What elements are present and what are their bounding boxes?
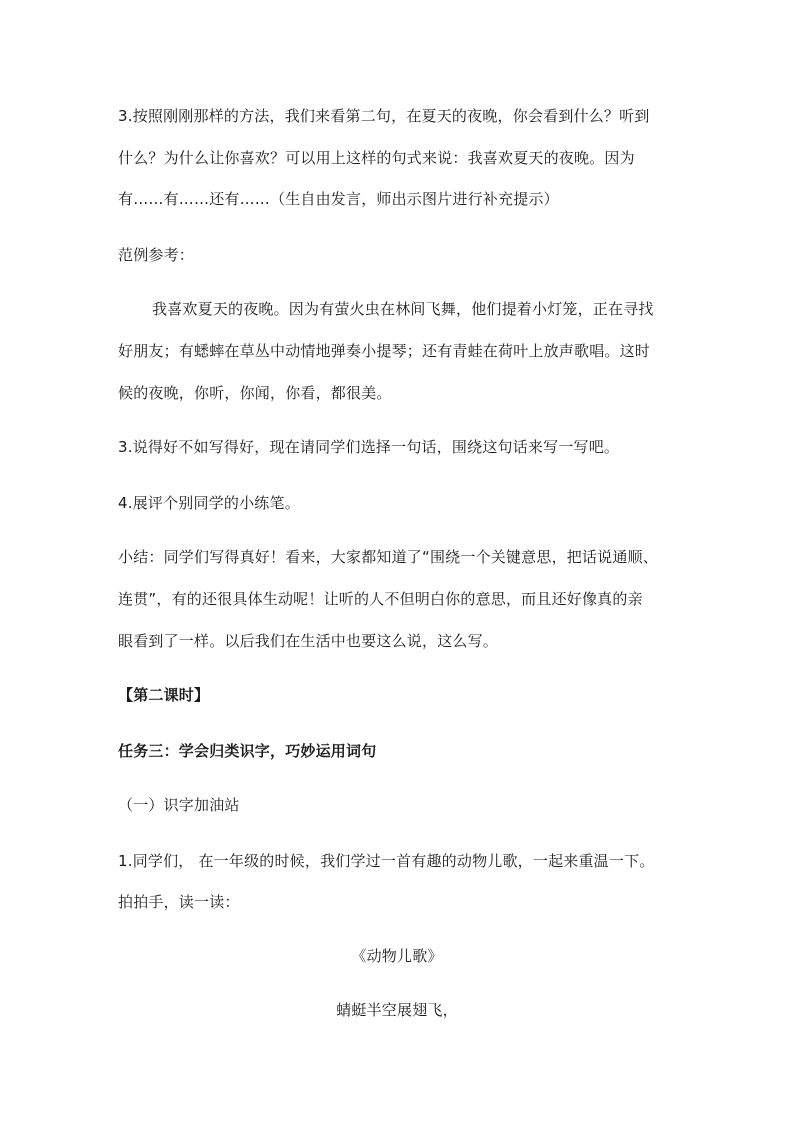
poem-line: 蜻蜓半空展翅飞，: [336, 1001, 458, 1019]
example-heading: 范例参考：: [118, 246, 195, 264]
summary-line: 连贯”，有的还很具体生动呢！让听的人不但明白你的意思，而且还好像真的亲: [118, 590, 643, 608]
paragraph-line: 1.同学们， 在一年级的时候，我们学过一首有趣的动物儿歌，一起来重温一下。: [118, 852, 655, 870]
example-line: 我喜欢夏天的夜晚。因为有萤火虫在林间飞舞，他们提着小灯笼，正在寻找: [152, 300, 654, 318]
example-line: 好朋友；有蟋蟀在草丛中动情地弹奏小提琴；还有青蛙在荷叶上放声歌唱。这时: [118, 342, 651, 360]
poem-title: 《动物儿歌》: [351, 947, 443, 965]
paragraph-line: 3.说得好不如写得好，现在请同学们选择一句话，围绕这句话来写一写吧。: [118, 438, 620, 456]
paragraph-line: 有……有……还有……（生自由发言，师出示图片进行补充提示）: [118, 190, 559, 208]
paragraph-line: 什么？为什么让你喜欢？可以用上这样的句式来说：我喜欢夏天的夜晚。因为: [118, 149, 635, 167]
paragraph-line: 拍拍手，读一读：: [118, 893, 240, 911]
paragraph-line: 3.按照刚刚那样的方法，我们来看第二句，在夏天的夜晚，你会看到什么？听到: [118, 107, 650, 125]
summary-line: 小结：同学们写得真好！看来，大家都知道了“围绕一个关键意思，把话说通顺、: [118, 548, 658, 566]
summary-line: 眼看到了一样。以后我们在生活中也要这么说，这么写。: [118, 632, 499, 650]
lesson-heading: 【第二课时】: [118, 686, 210, 704]
paragraph-line: 4.展评个别同学的小练笔。: [118, 494, 300, 512]
section-heading: （一）识字加油站: [118, 796, 240, 814]
example-line: 候的夜晚，你听，你闻，你看，都很美。: [118, 384, 392, 402]
task-heading: 任务三：学会归类识字，巧妙运用词句: [118, 742, 377, 760]
